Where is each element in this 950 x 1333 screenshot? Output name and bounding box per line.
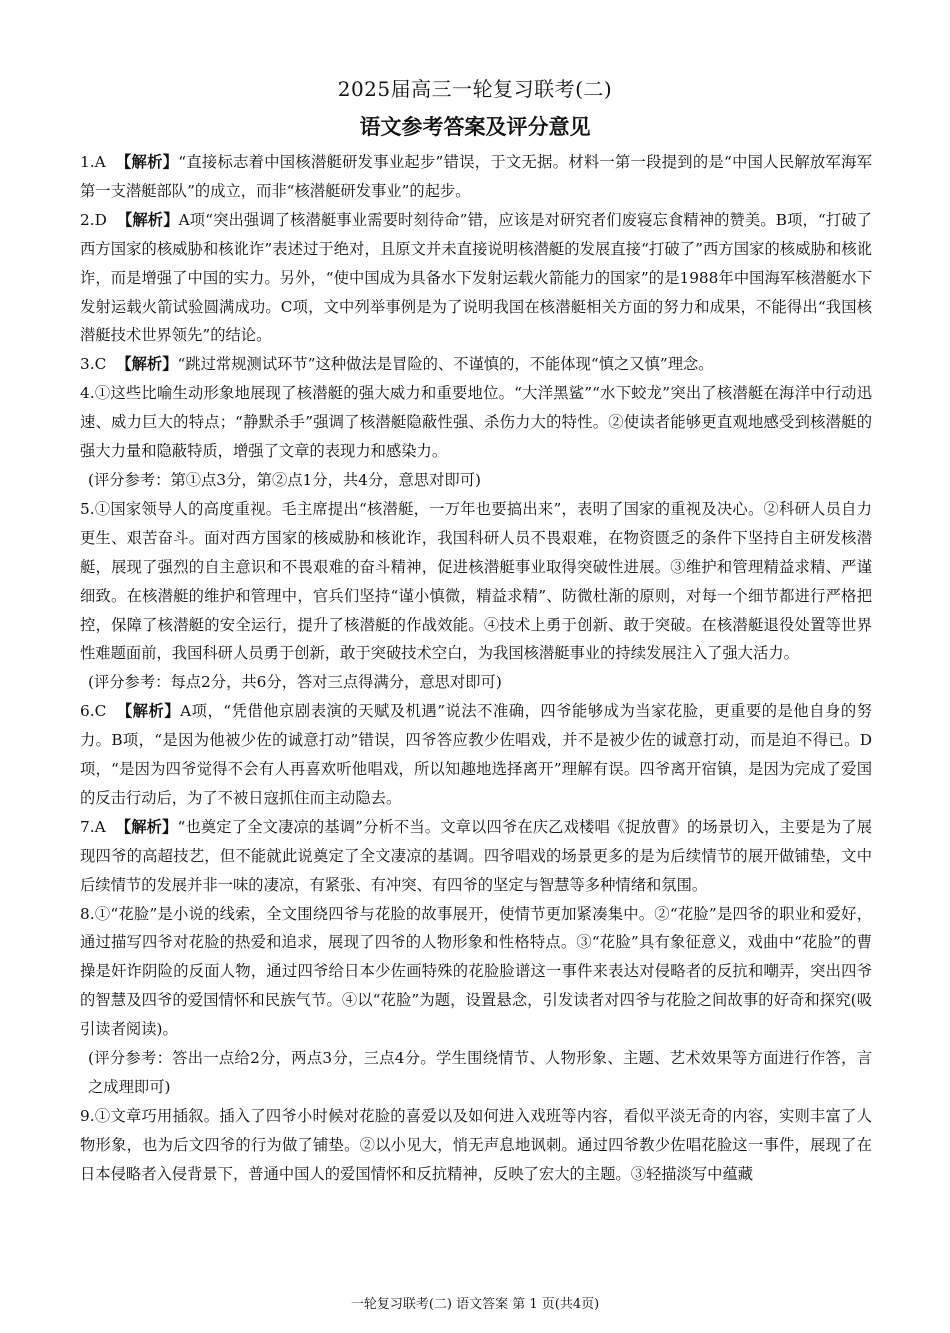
answer-item-1 xyxy=(80,148,872,206)
answer-item-5 xyxy=(80,495,872,668)
answer-text: A项“突出强调了核潜艇事业需要时刻待命”错，应该是对研究者们废寝忘食精神的赞美。B项，“打破了西方国家的核威胁和核讹诈”表述过于绝对，且原文并未直接说明核潜艇的发展直接“打破了”西方国家的核威胁和核讹诈，而是增强了中国的实力。另外，“使中国成为具备水下发射运载火箭能力的国家”的是1988年中国海军核潜艇水下发射运载火箭试验圆满成功。C项，文中列举事例是为了说明我国在核潜艇相关方面的努力和成果，不能得出“我国核潜艇技术世界领先”的结论。 xyxy=(80,210,872,345)
answer-item-7 xyxy=(80,813,872,900)
answer-number: 1.A xyxy=(80,153,106,171)
document-subtitle: 语文参考答案及评分意见 xyxy=(359,115,591,139)
analysis-tag: 【解析】 xyxy=(116,702,181,721)
answer-text: ①这些比喻生动形象地展现了核潜艇的强大威力和重要地位。“大洋黑鲨”“水下蛟龙”突出了核潜艇在海洋中行动迅速、威力巨大的特点；“静默杀手”强调了核潜艇隐蔽性强、杀伤力大的特性。②使读者能够更直观地感受到核潜艇的强大力量和隐蔽特质，增强了文章的表现力和感染力。 xyxy=(80,384,872,461)
exam-title: 2025届高三一轮复习联考(二) xyxy=(337,77,613,101)
answer-text: “直接标志着中国核潜艇研发事业起步”错误，于文无据。材料一第一段提到的是“中国人民解放军海军第一支潜艇部队”的成立，而非“核潜艇研发事业”的起步。 xyxy=(80,153,872,200)
answer-number: 4. xyxy=(80,384,95,403)
analysis-tag: 【解析】 xyxy=(115,817,178,836)
answer-text: “也奠定了全文凄凉的基调”分析不当。文章以四爷在庆乙戏楼唱《捉放曹》的场景切入，主要是为了展现四爷的高超技艺，但不能就此说奠定了全文凄凉的基调。四爷唱戏的场景更多的是为后续情节的展开做铺垫，文中后续情节的发展并非一味的凄凉，有紧张、有冲突、有四爷的坚定与智慧等多种情绪和氛围。 xyxy=(80,817,872,894)
answer-item-8 xyxy=(80,900,872,1045)
answer-number: 9. xyxy=(80,1106,95,1125)
scoring-note-5: (评分参考：每点2分，共6分，答对三点得满分，意思对即可) xyxy=(88,673,502,692)
answer-item-3 xyxy=(80,350,872,379)
answer-text: A项，“凭借他京剧表演的天赋及机遇”说法不准确，四爷能够成为当家花脸，更重要的是他自身的努力。B项，“是因为他被少佐的诚意打动”错误，四爷答应教少佐唱戏，并不是被少佐的诚意打动，而是迫不得已。D项，“是因为四爷觉得不会有人再喜欢听他唱戏，所以知趣地选择离开”理解有误。四爷离开宿镇，是因为完成了爱国的反击行动后，为了不被日寇抓住而主动隐去。 xyxy=(80,702,872,807)
answer-text: ①“花脸”是小说的线索，全文围绕四爷与花脸的故事展开，使情节更加紧凑集中。②“花脸”是四爷的职业和爱好，通过描写四爷对花脸的热爱和追求，展现了四爷的人物形象和性格特点。③“花脸”具有象征意义，戏曲中“花脸”的曹操是奸诈阴险的反面人物，通过四爷给日本少佐画特殊的花脸脸谱这一事件来表达对侵略者的反抗和嘲弄，突出四爷的智慧及四爷的爱国情怀和民族气节。④以“花脸”为题，设置悬念，引发读者对四爷与花脸之间故事的好奇和探究(吸引读者阅读)。 xyxy=(80,904,872,1039)
answer-item-9 xyxy=(80,1102,872,1189)
answer-number: 3.C xyxy=(80,355,107,374)
page-footer: 一轮复习联考(二) 语文答案 第 1 页(共4页) xyxy=(350,1297,600,1312)
answer-list xyxy=(80,148,872,1189)
answer-item-6 xyxy=(80,697,872,813)
answer-number: 2.D xyxy=(80,210,107,229)
answer-number: 5. xyxy=(80,499,95,518)
answer-item-4 xyxy=(80,379,872,466)
answer-text: “跳过常规测试环节”这种做法是冒险的、不谨慎的，不能体现“慎之又慎”理念。 xyxy=(177,355,714,374)
answer-number: 6.C xyxy=(80,702,107,721)
analysis-tag: 【解析】 xyxy=(116,210,179,229)
answer-number: 8. xyxy=(80,904,95,923)
scoring-note-8: (评分参考：答出一点给2分，两点3分，三点4分。学生围绕情节、人物形象、主题、艺术效果等方面进行作答，言之成理即可) xyxy=(88,1049,872,1096)
answer-number: 7.A xyxy=(80,817,106,836)
answer-item-2 xyxy=(80,206,872,351)
analysis-tag: 【解析】 xyxy=(115,153,179,171)
answer-text: ①文章巧用插叙。插入了四爷小时候对花脸的喜爱以及如何进入戏班等内容，看似平淡无奇的内容，实则丰富了人物形象，也为后文四爷的行为做了铺垫。②以小见大，悄无声息地讽刺。通过四爷教少佐唱花脸这一事件，展现了在日本侵略者入侵背景下，普通中国人的爱国情怀和反抗精神，反映了宏大的主题。③轻描淡写中蕴藏 xyxy=(80,1106,872,1183)
answer-text: ①国家领导人的高度重视。毛主席提出“核潜艇，一万年也要搞出来”，表明了国家的重视及决心。②科研人员自力更生、艰苦奋斗。面对西方国家的核威胁和核讹诈，我国科研人员不畏艰难，在物资匮乏的条件下坚持自主研发核潜艇，展现了强烈的自主意识和不畏艰难的奋斗精神，促进核潜艇事业取得突破性进展。③维护和管理精益求精、严谨细致。在核潜艇的维护和管理中，官兵们坚持“谨小慎微，精益求精”、防微杜渐的原则，对每一个细节都进行严格把控，保障了核潜艇的安全运行，提升了核潜艇的作战效能。④技术上勇于创新、敢于突破。在核潜艇退役处置等世界性难题面前，我国科研人员勇于创新，敢于突破技术空白，为我国核潜艇事业的持续发展注入了强大活力。 xyxy=(80,499,872,663)
scoring-note-4: (评分参考：第①点3分，第②点1分，共4分，意思对即可) xyxy=(88,470,481,489)
analysis-tag: 【解析】 xyxy=(116,355,178,374)
